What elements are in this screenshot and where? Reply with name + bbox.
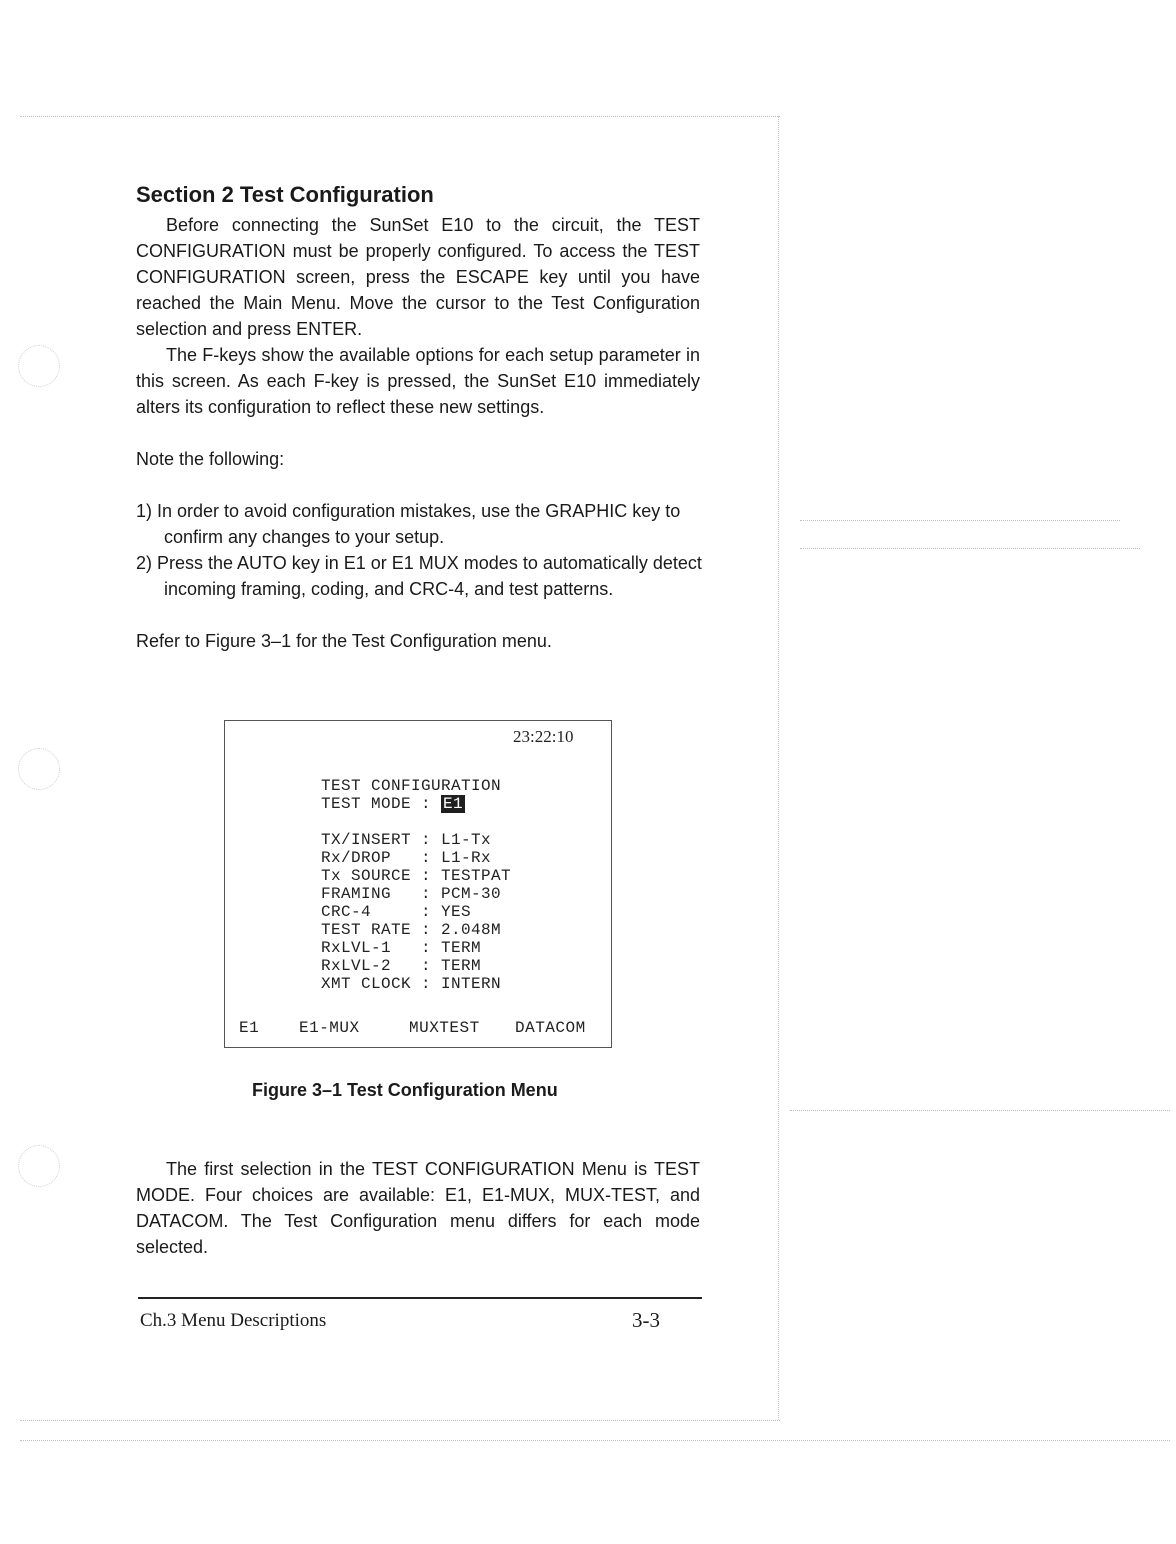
config-row: XMT CLOCK : INTERN [321, 975, 502, 993]
note-item-2: 2) Press the AUTO key in E1 or E1 MUX modes to automatically detect incoming framing, coding, and CRC-4, and test patterns. [136, 553, 702, 599]
footer-chapter: Ch.3 Menu Descriptions [140, 1310, 327, 1331]
scan-mark-right-2 [800, 548, 1140, 549]
scan-edge-bottom [20, 1420, 780, 1421]
punch-hole-middle [18, 748, 60, 790]
note-item-1: 1) In order to avoid configuration mistakes, use the GRAPHIC key to confirm any changes to your setup. [136, 501, 681, 547]
screen-clock: 23:22:10 [513, 727, 574, 746]
intro-paragraph: Before connecting the SunSet E10 to the circuit, the TEST CONFIGURATION must be properly configured. To access the TEST CONFIGURATION screen, press the ESCAPE key until you have reached the Main Menu. Move the cursor to the Test Configuration selection and press ENTER. [136, 215, 700, 339]
config-row: RxLVL-2 : TERM [321, 957, 482, 975]
test-mode-label: TEST MODE : [321, 795, 442, 813]
test-mode-paragraph: The first selection in the TEST CONFIGURATION Menu is TEST MODE. Four choices are available: E1, E1-MUX, MUX-TEST, and DATACOM. The Test Configuration menu differs for each mode selected. [136, 1159, 700, 1257]
scan-edge-top [20, 116, 780, 117]
config-row: CRC-4 : YES [321, 903, 472, 921]
fkey-muxtest[interactable]: MUXTEST [409, 1019, 480, 1037]
page-number: 3-3 [632, 1308, 660, 1332]
figure-reference: Refer to Figure 3–1 for the Test Configuration menu. [136, 631, 552, 651]
fkey-datacom[interactable]: DATACOM [515, 1019, 586, 1037]
punch-hole-bottom [18, 1145, 60, 1187]
fkey-e1[interactable]: E1 [239, 1019, 260, 1037]
scan-edge-right [778, 116, 779, 1420]
test-configuration-screen [224, 720, 612, 1048]
test-mode-value[interactable]: E1 [443, 795, 464, 813]
test-mode-row [321, 795, 465, 813]
figure-caption: Figure 3–1 Test Configuration Menu [252, 1080, 558, 1100]
config-row: FRAMING : PCM-30 [321, 885, 502, 903]
footer-rule [138, 1297, 702, 1299]
scan-mark-right-1 [800, 520, 1120, 521]
fkey-bar [225, 1019, 611, 1047]
config-row: TEST RATE : 2.048M [321, 921, 502, 939]
scan-edge-bottom-outer [20, 1440, 1170, 1441]
config-row: RxLVL-1 : TERM [321, 939, 482, 957]
fkeys-paragraph: The F-keys show the available options for each setup parameter in this screen. As each F-key is pressed, the SunSet E10 immediately alters its configuration to reflect these new settings. [136, 345, 700, 417]
screen-title: TEST CONFIGURATION [321, 777, 502, 795]
section-title: Section 2 Test Configuration [136, 182, 434, 207]
config-row: Rx/DROP : L1-Rx [321, 849, 492, 867]
config-row: TX/INSERT : L1-Tx [321, 831, 492, 849]
punch-hole-top [18, 345, 60, 387]
config-row: Tx SOURCE : TESTPAT [321, 867, 512, 885]
note-heading: Note the following: [136, 449, 285, 469]
scan-mark-right-3 [790, 1110, 1170, 1111]
fkey-e1-mux[interactable]: E1-MUX [299, 1019, 360, 1037]
